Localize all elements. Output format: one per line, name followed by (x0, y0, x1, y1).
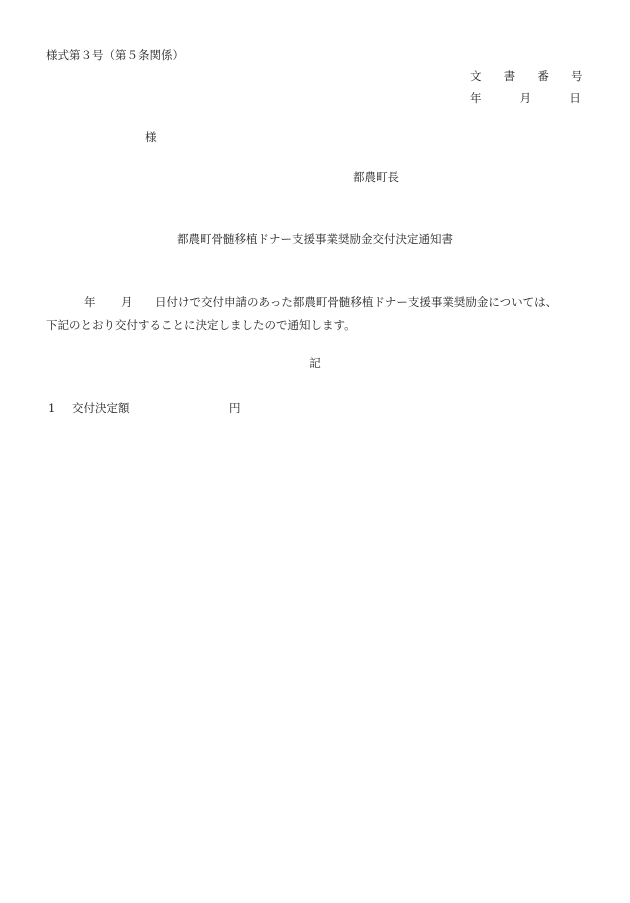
doc-number-char: 号 (570, 69, 583, 83)
date-month-label: 月 (519, 91, 532, 105)
body-year-label: 年 (84, 295, 96, 309)
date-line (470, 92, 581, 106)
item-number: 1 (48, 401, 56, 415)
ki-heading: 記 (309, 356, 321, 370)
body-month-label: 月 (121, 295, 133, 309)
body-line-1-text: 日付けで交付申請のあった都農町骨髄移植ドナー支援事業奨励金については、 (155, 295, 558, 309)
form-number: 様式第３号（第５条関係） (46, 48, 184, 62)
item-unit: 円 (229, 401, 241, 415)
body-paragraph (46, 291, 591, 337)
document-number-label (470, 70, 582, 84)
date-day-label: 日 (569, 91, 581, 105)
doc-number-char: 文 (470, 69, 482, 83)
body-line-2: 下記のとおり交付することに決定しましたので通知します。 (46, 318, 356, 332)
doc-number-char: 書 (503, 69, 516, 83)
date-year-label: 年 (470, 91, 482, 105)
item-label: 交付決定額 (72, 401, 130, 415)
document-title: 都農町骨髄移植ドナー支援事業奨励金交付決定通知書 (177, 232, 453, 246)
list-item (48, 402, 241, 416)
addressee-suffix: 様 (145, 130, 157, 144)
body-line-1 (46, 291, 591, 314)
doc-number-char: 番 (537, 69, 549, 83)
sender-name: 都農町長 (353, 170, 399, 184)
